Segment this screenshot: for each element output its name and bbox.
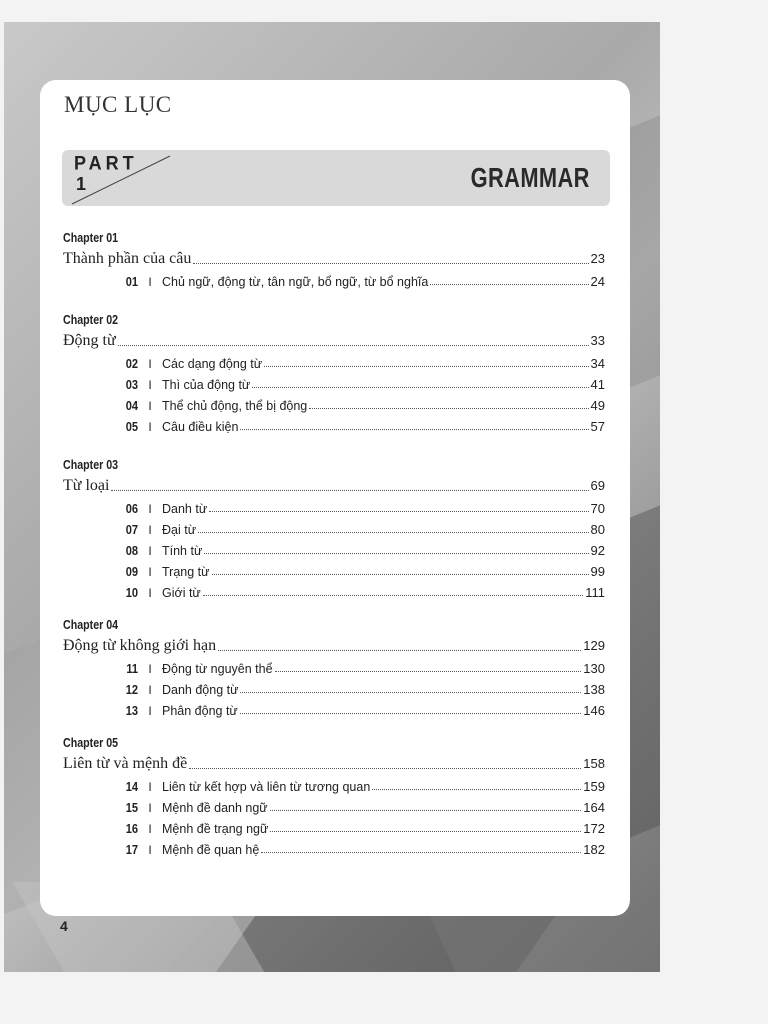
chapter-title: Thành phần của câu [63, 250, 192, 267]
dot-leader [240, 712, 582, 714]
lesson-number: 13 [125, 703, 138, 718]
lesson-title: Danh từ [162, 502, 208, 516]
lesson-page: 57 [590, 419, 605, 434]
lesson-entry[interactable] [112, 501, 605, 516]
lesson-entry[interactable] [112, 800, 605, 815]
lesson-number: 10 [125, 585, 138, 600]
lesson-title: Giới từ [162, 586, 201, 600]
lesson-number: 03 [125, 377, 138, 392]
lesson-title: Liên từ kết hợp và liên từ tương quan [162, 780, 371, 794]
lesson-entry[interactable] [112, 398, 605, 413]
chapter-page: 129 [583, 638, 605, 653]
lesson-entry[interactable] [112, 842, 605, 857]
separator: I [148, 378, 152, 392]
lesson-entry[interactable] [112, 543, 605, 558]
part-name: GRAMMAR [470, 162, 590, 193]
lesson-page: 138 [583, 682, 605, 697]
dot-leader [240, 691, 581, 693]
lesson-page: 70 [590, 501, 605, 516]
dot-leader [430, 283, 588, 285]
dot-leader [270, 809, 582, 811]
separator: I [148, 275, 152, 289]
separator: I [148, 544, 152, 558]
lesson-number: 05 [125, 419, 138, 434]
lesson-number: 16 [125, 821, 138, 836]
lesson-number: 07 [125, 522, 138, 537]
lesson-entry[interactable] [112, 821, 605, 836]
lesson-number: 14 [125, 779, 138, 794]
dot-leader [264, 365, 588, 367]
toc-card [40, 80, 630, 916]
dot-leader [261, 851, 581, 853]
separator: I [148, 822, 152, 836]
lesson-title: Các dạng động từ [162, 357, 263, 371]
dot-leader [275, 670, 582, 672]
lesson-title: Thể chủ động, thể bị động [162, 399, 308, 413]
lesson-title: Mệnh đề trạng ngữ [162, 822, 269, 836]
lesson-title: Mệnh đề quan hệ [162, 843, 260, 857]
lesson-number: 02 [125, 356, 138, 371]
lesson-entry[interactable] [112, 703, 605, 718]
dot-leader [218, 649, 581, 651]
dot-leader [209, 510, 588, 512]
lesson-number: 01 [125, 274, 138, 289]
separator: I [148, 420, 152, 434]
dot-leader [309, 407, 588, 409]
lesson-page: 92 [590, 543, 605, 558]
book-page [4, 22, 660, 972]
lesson-number: 17 [125, 842, 138, 857]
dot-leader [270, 830, 581, 832]
part-word: PART [74, 151, 138, 174]
chapter-entry[interactable] [63, 477, 605, 495]
lesson-title: Danh động từ [162, 683, 239, 697]
chapter-title: Liên từ và mệnh đề [63, 755, 188, 772]
lesson-entry[interactable] [112, 377, 605, 392]
chapter-title: Động từ không giới hạn [63, 637, 217, 654]
lesson-title: Câu điều kiện [162, 420, 239, 434]
separator: I [148, 357, 152, 371]
separator: I [148, 523, 152, 537]
dot-leader [111, 489, 588, 491]
dot-leader [203, 594, 583, 596]
lesson-page: 172 [583, 821, 605, 836]
dot-leader [212, 573, 589, 575]
chapter-entry[interactable] [63, 250, 605, 268]
lesson-number: 11 [126, 661, 138, 676]
lesson-page: 24 [590, 274, 605, 289]
dot-leader [240, 428, 588, 430]
lesson-title: Đại từ [162, 523, 197, 537]
chapter-label: Chapter 02 [63, 312, 119, 327]
chapter-entry[interactable] [63, 332, 605, 350]
lesson-entry[interactable] [112, 682, 605, 697]
chapter-label: Chapter 01 [63, 230, 119, 245]
lesson-title: Động từ nguyên thể [162, 662, 273, 676]
lesson-page: 146 [583, 703, 605, 718]
lesson-title: Tính từ [162, 544, 203, 558]
lesson-page: 99 [590, 564, 605, 579]
lesson-title: Chủ ngữ, động từ, tân ngữ, bổ ngữ, từ bổ nghĩa [162, 275, 429, 289]
lesson-title: Phân động từ [162, 704, 238, 718]
chapter-entry[interactable] [63, 637, 605, 655]
chapter-entry[interactable] [63, 755, 605, 773]
lesson-page: 182 [583, 842, 605, 857]
lesson-entry[interactable] [112, 779, 605, 794]
separator: I [148, 399, 152, 413]
chapter-page: 23 [590, 251, 605, 266]
lesson-page: 49 [590, 398, 605, 413]
dot-leader [198, 531, 588, 533]
lesson-page: 34 [590, 356, 605, 371]
page-title: MỤC LỤC [64, 92, 172, 117]
lesson-number: 12 [125, 682, 138, 697]
dot-leader [204, 552, 588, 554]
lesson-number: 06 [125, 501, 138, 516]
dot-leader [193, 262, 588, 264]
lesson-number: 09 [125, 564, 138, 579]
page-number: 4 [60, 918, 68, 934]
chapter-label: Chapter 05 [63, 735, 119, 750]
separator: I [148, 843, 152, 857]
separator: I [148, 565, 152, 579]
separator: I [148, 662, 152, 676]
dot-leader [118, 344, 589, 346]
chapter-label: Chapter 03 [63, 457, 119, 472]
separator: I [148, 704, 152, 718]
chapter-title: Từ loại [63, 477, 110, 494]
lesson-entry[interactable] [112, 356, 605, 371]
dot-leader [372, 788, 581, 790]
chapter-page: 158 [583, 756, 605, 771]
lesson-title: Trạng từ [162, 565, 210, 579]
separator: I [148, 683, 152, 697]
chapter-title: Động từ [63, 332, 116, 349]
lesson-page: 164 [583, 800, 605, 815]
lesson-page: 130 [583, 661, 605, 676]
lesson-number: 08 [125, 543, 138, 558]
lesson-entry[interactable] [112, 419, 605, 434]
lesson-entry[interactable] [112, 585, 605, 600]
separator: I [148, 801, 152, 815]
chapter-page: 69 [590, 478, 605, 493]
lesson-page: 80 [590, 522, 605, 537]
separator: I [148, 502, 152, 516]
separator: I [148, 780, 152, 794]
lesson-page: 111 [585, 585, 605, 600]
separator: I [148, 586, 152, 600]
part-number: 1 [76, 174, 87, 194]
dot-leader [252, 386, 588, 388]
lesson-number: 15 [125, 800, 138, 815]
lesson-entry[interactable] [112, 661, 605, 676]
part-banner [62, 150, 610, 206]
lesson-page: 159 [583, 779, 605, 794]
chapter-label: Chapter 04 [63, 617, 119, 632]
chapter-page: 33 [590, 333, 605, 348]
lesson-page: 41 [590, 377, 605, 392]
dot-leader [189, 767, 581, 769]
lesson-number: 04 [125, 398, 138, 413]
lesson-entry[interactable] [112, 274, 605, 289]
lesson-title: Mệnh đề danh ngữ [162, 801, 268, 815]
lesson-entry[interactable] [112, 522, 605, 537]
lesson-title: Thì của động từ [162, 378, 251, 392]
lesson-entry[interactable] [112, 564, 605, 579]
